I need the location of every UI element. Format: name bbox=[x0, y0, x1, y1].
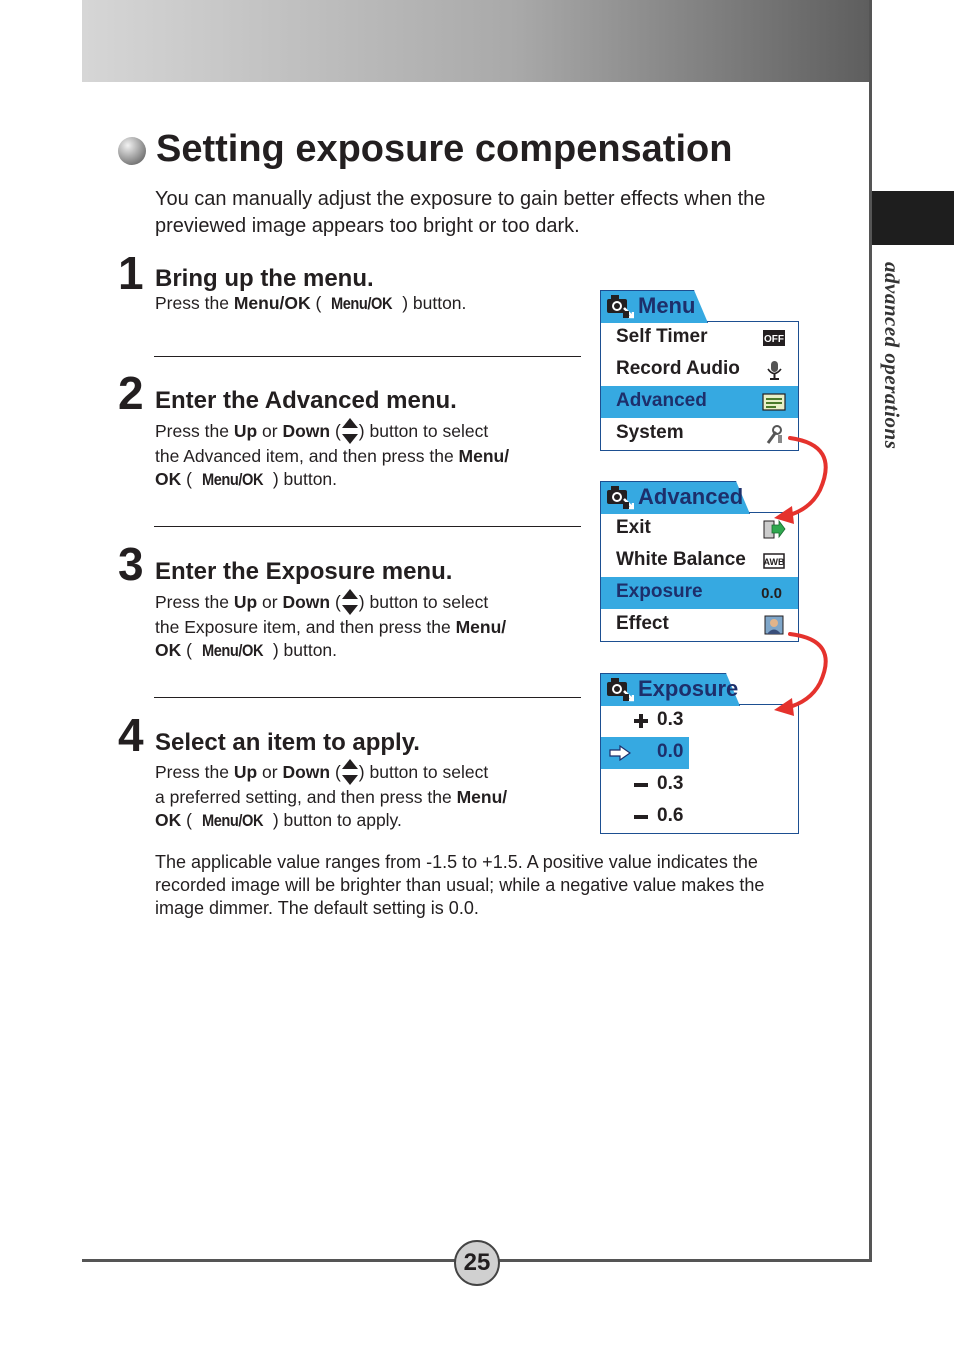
osd-item-white-balance[interactable]: White Balance AWB bbox=[616, 549, 785, 570]
osd-exposure-option[interactable]: 0.3 bbox=[601, 705, 798, 737]
step-title: Bring up the menu. bbox=[155, 265, 374, 292]
step-title: Enter the Advanced menu. bbox=[155, 387, 457, 414]
osd-item-exposure[interactable]: Exposure 0.0 bbox=[601, 577, 798, 609]
header-band bbox=[82, 0, 870, 82]
title-bullet-icon bbox=[118, 137, 146, 165]
osd-exposure-option[interactable]: 0.0 bbox=[601, 737, 798, 769]
osd-item-system[interactable]: System bbox=[601, 418, 798, 450]
range-note: The applicable value ranges from -1.5 to +1.5. A positive value indicates the recorded image will be brighter than usual; while a negative value makes the image dimmer. The default setting is 0.0. bbox=[155, 852, 765, 918]
osd-title: Advanced bbox=[638, 484, 744, 509]
camera-menu-icon bbox=[606, 676, 634, 702]
svg-text:AWB: AWB bbox=[763, 557, 785, 567]
awb-icon bbox=[762, 551, 786, 571]
section-tab bbox=[872, 191, 954, 245]
step-number: 3 bbox=[118, 538, 144, 590]
step-title: Select an item to apply. bbox=[155, 729, 420, 756]
step-text: Press the Menu/OK ( Menu/OK ) button. bbox=[155, 293, 467, 313]
osd-item-self-timer[interactable]: Self Timer OFF bbox=[616, 326, 784, 347]
minus-icon bbox=[633, 809, 649, 825]
pointer-arrow-icon bbox=[609, 745, 631, 761]
advanced-panel-icon bbox=[762, 392, 786, 412]
step-title: Enter the Exposure menu. bbox=[155, 558, 453, 585]
osd-item-record-audio[interactable]: Record Audio bbox=[601, 354, 798, 386]
step-text: Press the Up or Down ( ) button to select the Exposure item, and then press the Menu/ OK ( Menu/OK ) button. bbox=[155, 588, 575, 662]
step-divider bbox=[154, 526, 581, 527]
svg-text:OFF: OFF bbox=[764, 334, 784, 345]
plus-icon bbox=[633, 713, 649, 729]
up-down-key-icon bbox=[341, 588, 359, 616]
page-title: Setting exposure compensation bbox=[156, 128, 733, 170]
step-text: Press the Up or Down ( ) button to select a preferred setting, and then press the Menu/ OK ( Menu/OK ) button to apply. bbox=[155, 758, 575, 832]
up-down-key-icon bbox=[341, 417, 359, 445]
intro-text: You can manually adjust the exposure to gain better effects when the previewed image appears too bright or too dark. bbox=[155, 188, 766, 237]
osd-tab bbox=[600, 290, 799, 322]
next-menu-arrow-icon bbox=[770, 430, 840, 525]
step-text: Press the Up or Down ( ) button to select the Advanced item, and then press the Menu/ OK ( Menu/OK ) button. bbox=[155, 417, 575, 491]
minus-icon bbox=[633, 777, 649, 793]
step-number: 4 bbox=[118, 709, 144, 761]
step-number: 1 bbox=[118, 247, 144, 299]
osd-title: Menu bbox=[638, 293, 696, 318]
microphone-icon bbox=[762, 360, 786, 380]
right-margin-rule bbox=[869, 0, 872, 1262]
step-number: 2 bbox=[118, 367, 144, 419]
osd-title: Exposure bbox=[638, 676, 739, 701]
osd-item-exit[interactable]: Exit bbox=[601, 513, 798, 545]
up-down-key-icon bbox=[341, 758, 359, 786]
next-menu-arrow-icon bbox=[770, 628, 840, 718]
off-badge-icon bbox=[762, 328, 786, 348]
osd-item-effect[interactable]: Effect bbox=[601, 609, 798, 641]
page-number: 25 bbox=[454, 1240, 500, 1286]
step-divider bbox=[154, 697, 581, 698]
menu-ok-key-icon: Menu/OK bbox=[201, 641, 263, 660]
menu-ok-key-icon: Menu/OK bbox=[201, 470, 263, 489]
step-divider bbox=[154, 356, 581, 357]
menu-ok-key-icon: Menu/OK bbox=[331, 294, 393, 313]
section-label: advanced operations bbox=[880, 262, 904, 450]
menu-ok-key-icon: Menu/OK bbox=[201, 811, 263, 830]
osd-item-advanced[interactable]: Advanced bbox=[601, 386, 798, 418]
camera-menu-icon bbox=[606, 293, 634, 319]
osd-main-menu bbox=[600, 290, 799, 451]
osd-exposure-option[interactable]: 0.6 bbox=[601, 801, 798, 833]
camera-menu-icon bbox=[606, 484, 634, 510]
exposure-value: 0.0 bbox=[761, 585, 782, 602]
osd-exposure-option[interactable]: 0.3 bbox=[601, 769, 798, 801]
